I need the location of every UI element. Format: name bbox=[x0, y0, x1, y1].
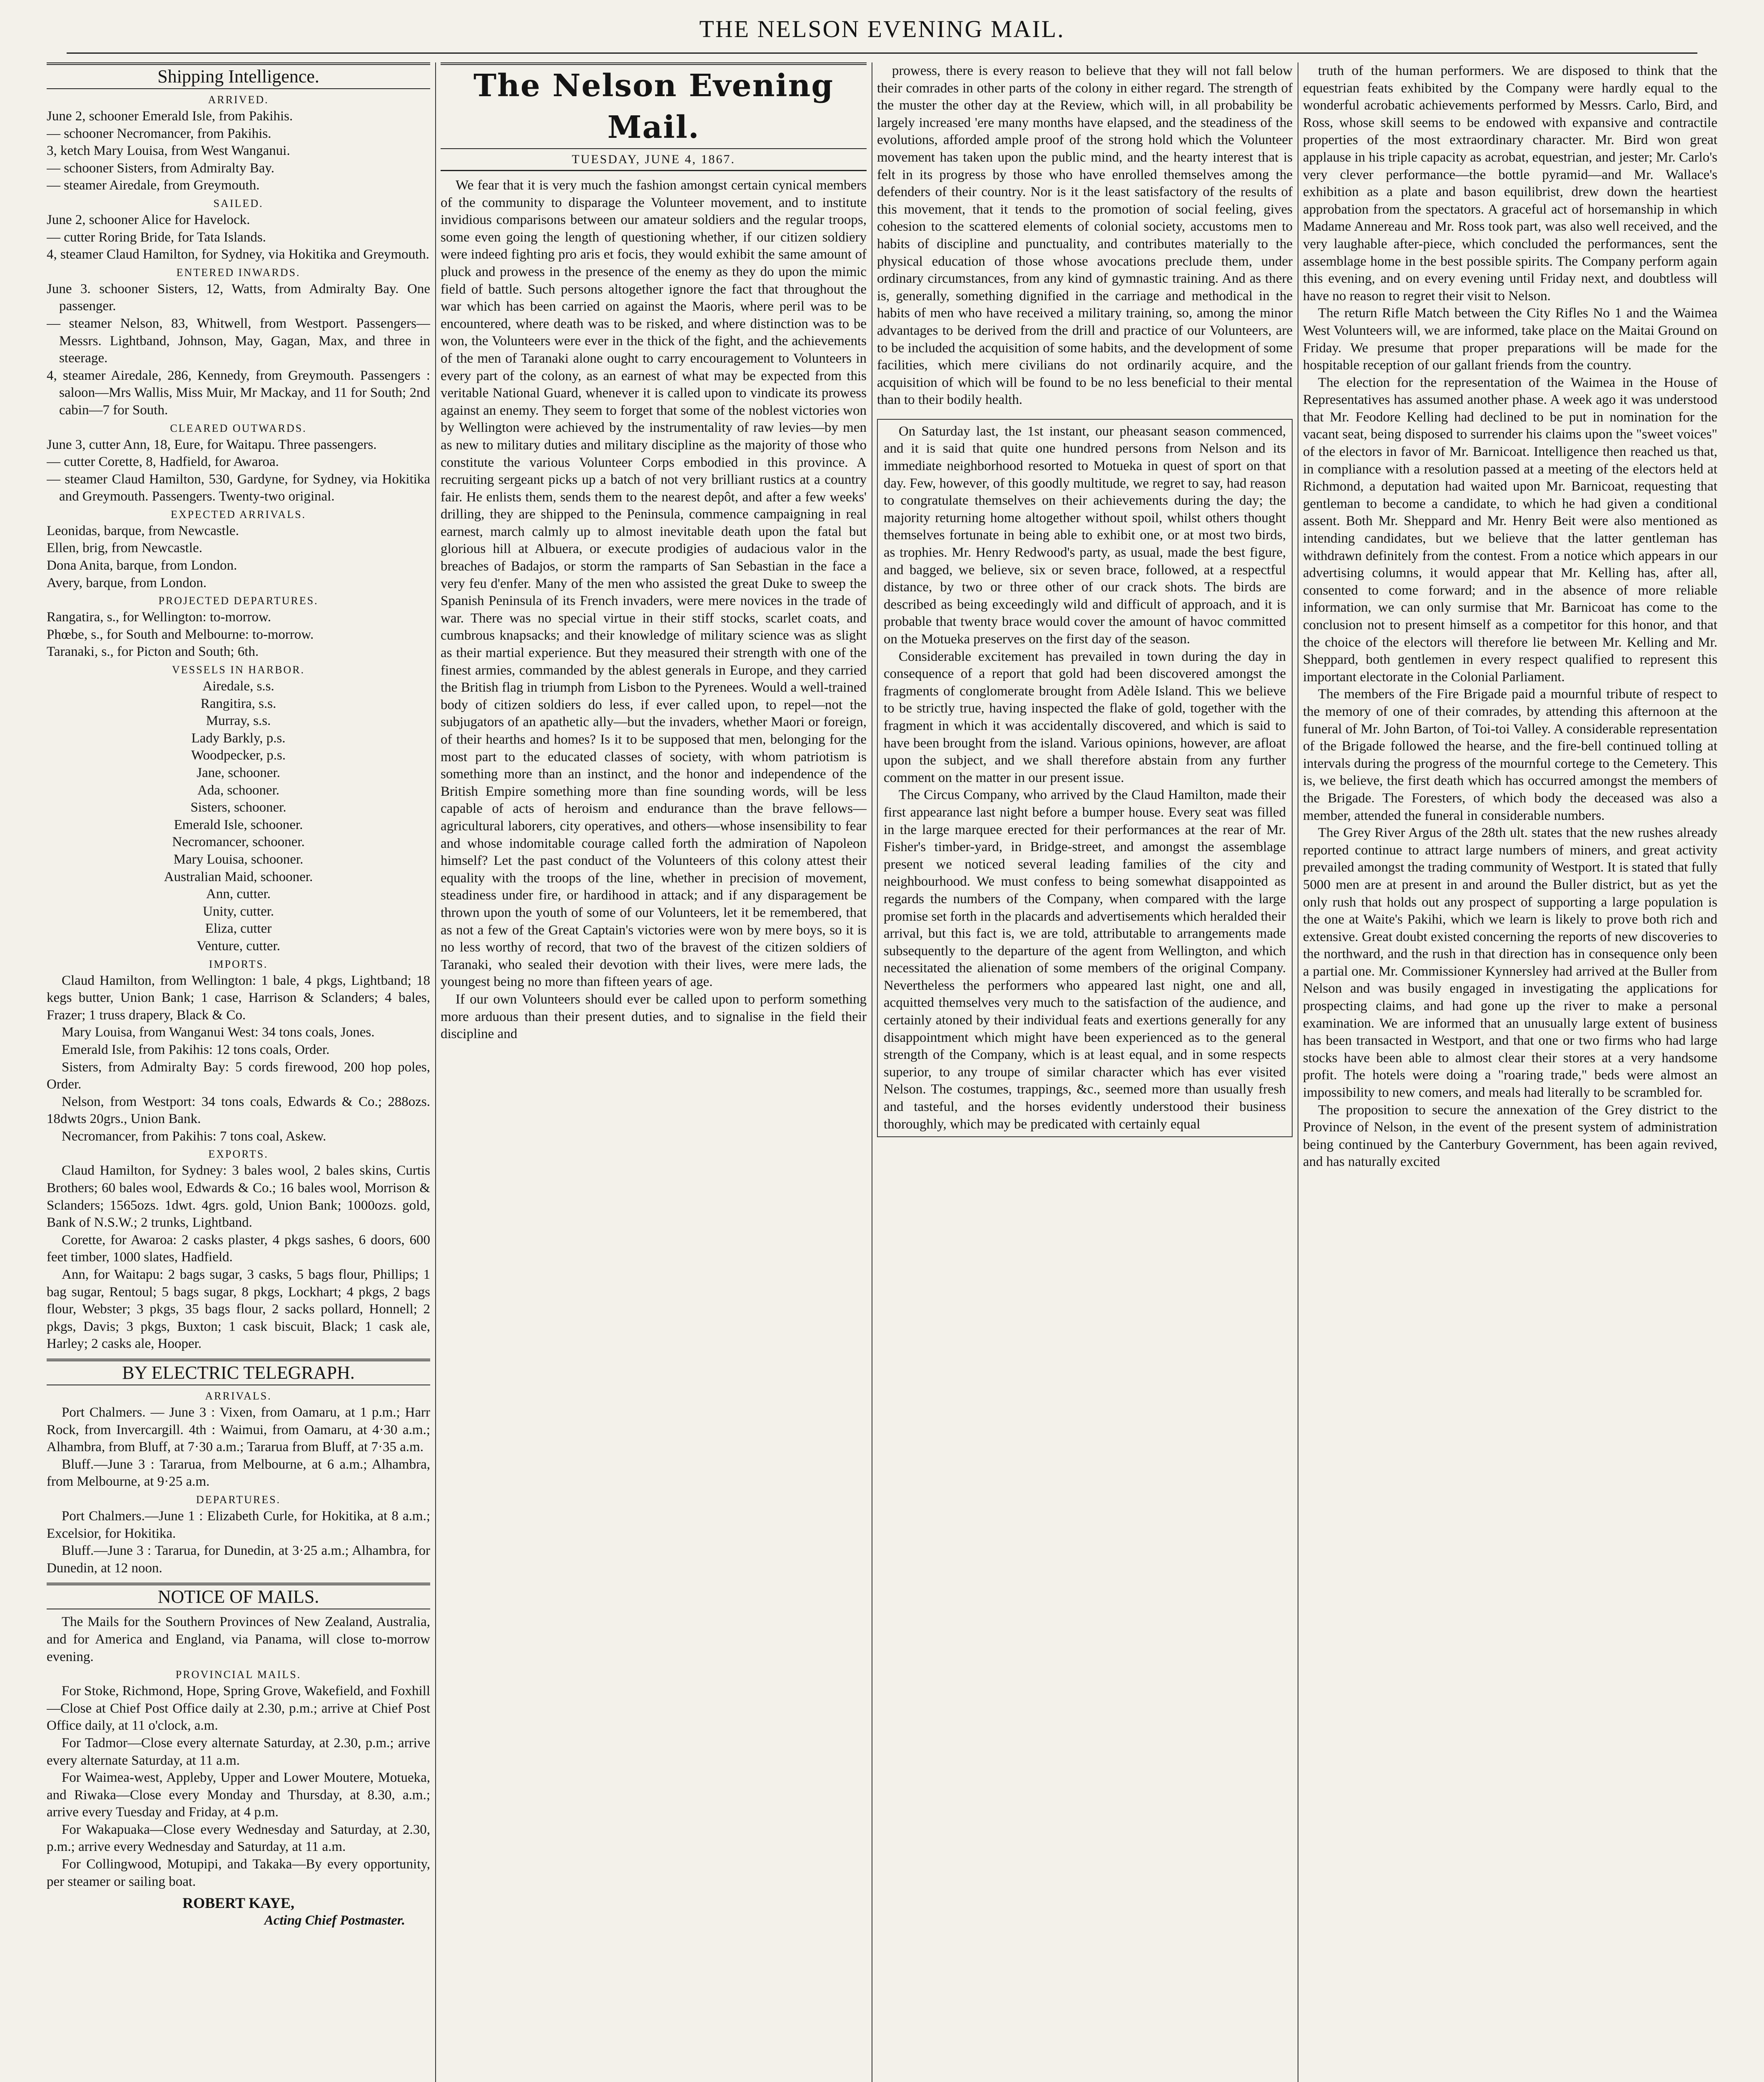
signature-title: Acting Chief Postmaster. bbox=[264, 1913, 405, 1928]
text-item: Emerald Isle, from Pakihis: 12 tons coals, Order. bbox=[62, 1042, 330, 1057]
text-item: For Collingwood, Motupipi, and Takaka—By every opportunity, per steamer or sailing boat. bbox=[47, 1857, 430, 1889]
text-item: Sisters, schooner. bbox=[190, 800, 287, 815]
text-item: The members of the Fire Brigade paid a mournful tribute of respect to the memory of one of their comrades, by attending this afternoon at the funeral of Mr. John Barton, of Toi-toi Valley. A considerable representation of the Brigade followed the hearse, and the fire-bell continued tolling at intervals during the progress of the mournful cortege to the Cemetery. This is, we believe, the first death which has occurred amongst the members of the Brigade. The Foresters, of which body the deceased was also a member, attended the funeral in considerable numbers. bbox=[1303, 687, 1717, 823]
text-item: For Waimea-west, Appleby, Upper and Lower Moutere, Motueka, and Riwaka—Close every Monday and Thursday, at 8.30, a.m.; arrive every Tuesday and Friday, at 4 p.m. bbox=[47, 1770, 430, 1820]
entered-heading: ENTERED INWARDS. bbox=[176, 266, 301, 279]
mails-heading: NOTICE OF MAILS. bbox=[47, 1583, 430, 1609]
text-item: Mary Louisa, schooner. bbox=[173, 852, 304, 867]
expected-heading: EXPECTED ARRIVALS. bbox=[170, 508, 306, 520]
cleared-list bbox=[47, 436, 430, 506]
text-item: Necromancer, schooner. bbox=[172, 834, 305, 850]
local-news-box bbox=[877, 419, 1293, 1137]
vessels-heading: VESSELS IN HARBOR. bbox=[172, 664, 305, 676]
text-item: Phœbe, s., for South and Melbourne: to-morrow. bbox=[47, 627, 314, 642]
dateline: TUESDAY, JUNE 4, 1867. bbox=[441, 149, 867, 171]
text-item: We fear that it is very much the fashion amongst certain cynical members of the community to disparage the Volunteer movement, and to institute invidious comparisons between our amateur soldiers and the regular troops, some even going the length of questioning whether, if our citizen soldiery were indeed fighting pro aris et focis, they would exhibit the same amount of pluck and prowess in the presence of the enemy as they do upon the mimic field of battle. Such persons altogether ignore the fact that throughout the war which has been carried on against the Maoris, where peril was to be encountered, where death was to be risked, and where distinction was to be won, the Volunteers were ever in the thick of the fight, and the achievements of the men of Taranaki alone ought to carry encouragement to Volunteers in every part of the colony, as an earnest of what may be expected from this veritable National Guard, whenever it is called upon to vindicate its prowess against an enemy. They seem to forget that some of the noblest victories won by Wellington were achieved by the instrumentality of raw levies—by men as new to military duties and military discipline as the majority of those who constitute the various Volunteer Corps embodied in this province. A recruiting sergeant picks up a batch of not very brilliant rustics at a country fair. He enlists them, sends them to the nearest depôt, and after a few weeks' drilling, they are shipped to the Peninsula, commence campaigning in real earnest, march calmly up to almost inevitable death upon the fatal but glorious hill at Albuera, or execute prodigies of audacious valor in the breaches of Badajos, or storm the ramparts of San Sebastian in the face a very feu d'enfer. Many of the men who assisted the great Duke to sweep the Spanish Peninsula of its French invaders, were mere novices in the trade of war. There was no special virtue in their stiff stocks, scarlet coats, and cumbrous knapsacks; and their knowledge of military science was as slight as their martial experience. But they measured their strength with one of the finest armies, commanded by the ablest generals in Europe, and they carried the British flag in triumph from Lisbon to the Pyrenees. Would a well-trained body of citizen soldiers do less, if ever called upon, to repel—not the subjugators of an apathetic ally—but the invaders, whether Maori or foreign, of their hearths and homes? Is it to be supposed that men, belonging for the most part to the educated classes of society, with whom patriotism is something more than an instinct, and the honor and independence of the British Empire something more than fine sounding words, will be less capable of acts of heroism and endurance than the brave fellows—agricultural laborers, city operatives, and others—whose insensibility to fear and whose indomitable courage called forth the admiration of Napoleon himself? Let the past conduct of the Volunteers of this colony attest their equality with the troops of the line, whether in precision of movement, steadiness under fire, or hardihood in attack; and if any disparagement be thrown upon the youth of some of our Volunteers, let it be remembered, that as not a few of the Great Captain's victories were won by mere boys, so it is no less worthy of record, that two of the bravest of the citizen soldiers of Taranaki, who sealed their devotion with their lives, were mere lads, the youngest being no more than fifteen years of age. bbox=[441, 178, 867, 990]
text-item: Considerable excitement has prevailed in town during the day in consequence of a report that gold had been discovered amongst the fragments of conglomerate brought from Adèle Island. This we believe to be strictly true, having inspected the flake of gold, together with the fragment in which it was accidentally discovered, and which is said to have been brought from the island. Various opinions, however, are afloat upon the subject, and we shall therefore abstain from any further comment on the matter in our present issue. bbox=[884, 649, 1286, 785]
shipping-heading: Shipping Intelligence. bbox=[47, 62, 430, 89]
exports-list bbox=[47, 1162, 430, 1353]
text-item: Bluff.—June 3 : Tararua, for Dunedin, at 3·25 a.m.; Alhambra, for Dunedin, at 12 noon. bbox=[47, 1543, 430, 1576]
text-item: Venture, cutter. bbox=[197, 938, 280, 954]
text-item: Eliza, cutter bbox=[205, 921, 272, 936]
text-item: — steamer Claud Hamilton, 530, Gardyne, for Sydney, via Hokitika and Greymouth. Passengers. Twenty-two original. bbox=[47, 471, 430, 504]
text-item: Leonidas, barque, from Newcastle. bbox=[47, 523, 239, 538]
text-item: If our own Volunteers should ever be called upon to perform something more arduous than their present duties, and to signalise in the field their discipline and bbox=[441, 991, 867, 1042]
cleared-heading: CLEARED OUTWARDS. bbox=[170, 422, 307, 434]
text-item: Dona Anita, barque, from London. bbox=[47, 558, 237, 573]
text-item: Unity, cutter. bbox=[202, 904, 274, 919]
editorial-continued bbox=[877, 62, 1293, 409]
text-item: Port Chalmers. — June 3 : Vixen, from Oamaru, at 1 p.m.; Harr Rock, from Invercargill. 4th : Waimui, from Oamaru, at 4·30 a.m.; Alhambra, from Bluff, at 7·30 a.m.; Tararua from Bluff, at 7·35 a.m. bbox=[47, 1405, 430, 1455]
editorial-paragraphs bbox=[441, 177, 867, 1043]
text-item: June 2, schooner Emerald Isle, from Pakihis. bbox=[47, 109, 293, 124]
text-item: June 2, schooner Alice for Havelock. bbox=[47, 212, 250, 227]
text-item: Ellen, brig, from Newcastle. bbox=[47, 540, 202, 556]
text-item: Lady Barkly, p.s. bbox=[191, 730, 286, 746]
news-paragraphs bbox=[1303, 62, 1717, 1171]
entered-list bbox=[47, 281, 430, 419]
text-item: Claud Hamilton, for Sydney: 3 bales wool, 2 bales skins, Curtis Brothers; 60 bales wool, Edwards & Co.; 16 bales wool, Morrison & Sclanders; 1565ozs. 1dwt. 4grs. gold, Union Bank; 1000ozs. gold, Bank of N.S.W.; 2 trunks, Lightband. bbox=[47, 1163, 430, 1230]
telegraph-heading: BY ELECTRIC TELEGRAPH. bbox=[47, 1359, 430, 1385]
imports-list bbox=[47, 972, 430, 1146]
text-item: Corette, for Awaroa: 2 casks plaster, 4 pkgs sashes, 6 doors, 600 feet timber, 1000 slates, Hadfield. bbox=[47, 1232, 430, 1265]
text-item: — schooner Sisters, from Admiralty Bay. bbox=[47, 160, 274, 176]
signature-name: ROBERT KAYE, bbox=[182, 1895, 294, 1912]
vessels-list bbox=[47, 678, 430, 955]
text-item: — cutter Corette, 8, Hadfield, for Awaroa. bbox=[47, 454, 279, 470]
text-item: — steamer Airedale, from Greymouth. bbox=[47, 178, 260, 193]
text-item: Avery, barque, from London. bbox=[47, 575, 207, 590]
text-item: Woodpecker, p.s. bbox=[191, 748, 286, 763]
column-news-2 bbox=[1303, 62, 1717, 2082]
sailed-heading: SAILED. bbox=[213, 197, 264, 209]
text-item: Claud Hamilton, from Wellington: 1 bale, 4 pkgs, Lightband; 18 kegs butter, Union Bank; 1 case, Harrison & Sclanders; 4 bales, Frazer; 1 truss drapery, Black & Co. bbox=[47, 973, 430, 1023]
text-item: 3, ketch Mary Louisa, from West Wanganui. bbox=[47, 143, 290, 159]
text-item: June 3, cutter Ann, 18, Eure, for Waitapu. Three passengers. bbox=[47, 437, 377, 452]
local-news-paragraphs bbox=[884, 423, 1286, 1133]
projected-list bbox=[47, 609, 430, 661]
column-news-1 bbox=[877, 62, 1293, 2082]
tel-arrivals-heading: ARRIVALS. bbox=[205, 1390, 272, 1402]
text-item: Port Chalmers.—June 1 : Elizabeth Curle, for Hokitika, at 8 a.m.; Excelsior, for Hokitika. bbox=[47, 1508, 430, 1541]
provincial-heading: PROVINCIAL MAILS. bbox=[175, 1669, 301, 1681]
text-item: Sisters, from Admiralty Bay: 5 cords firewood, 200 hop poles, Order. bbox=[47, 1059, 430, 1092]
editorial-masthead: The Nelson Evening Mail. bbox=[441, 62, 867, 149]
text-item: 4, steamer Airedale, 286, Kennedy, from Greymouth. Passengers : saloon—Mrs Wallis, Miss Muir, Mr Mackay, and 11 for South; 2nd cabin—7 for South. bbox=[47, 368, 430, 418]
page-header bbox=[67, 6, 1697, 54]
text-item: Ann, cutter. bbox=[206, 887, 271, 902]
text-item: For Tadmor—Close every alternate Saturday, at 2.30, p.m.; arrive every alternate Saturday, at 11 a.m. bbox=[47, 1735, 430, 1768]
arrived-list bbox=[47, 108, 430, 194]
text-item: Necromancer, from Pakihis: 7 tons coal, Askew. bbox=[62, 1128, 326, 1144]
text-item: The Circus Company, who arrived by the Claud Hamilton, made their first appearance last night before a bumper house. Every seat was filled in the large marquee erected for their performances at the rear of Mr. Fisher's timber-yard, in Bridge-street, and amongst the assemblage present we noticed several leading families of the city and neighbourhood. We must confess to being somewhat disappointed as regards the numbers of the Company, when compared with the large promise set forth in the placards and advertisements which heralded their arrival, but this fact is, we are told, attributable to arrangements made subsequently to the departure of the agent from Wellington, and which necessitated the alienation of some members of the original Company. Nevertheless the performers who appeared last night, one and all, acquitted themselves very much to the satisfaction of the audience, and certainly atoned by their individual feats and exertions generally for any disappointment which might have been experienced as to the general strength of the Company, which is at least equal, and in some respects superior, to any troupe of similar character which has ever visited Nelson. The costumes, trappings, &c., seemed more than usually fresh and tasteful, and the horses evidently understood their business thoroughly, which may be predicated with certainly equal bbox=[884, 787, 1286, 1132]
mails-intro: The Mails for the Southern Provinces of New Zealand, Australia, and for America and England, via Panama, will close to-morrow evening. bbox=[47, 1614, 430, 1664]
exports-heading: EXPORTS. bbox=[208, 1148, 269, 1161]
projected-heading: PROJECTED DEPARTURES. bbox=[158, 595, 319, 607]
text-item: On Saturday last, the 1st instant, our pheasant season commenced, and it is said that quite one hundred persons from Nelson and its immediate neighborhood resorted to Motueka in quest of sport on that day. Few, however, of this goodly multitude, we regret to say, had reason to congratulate themselves on their achievements during the day; the majority returning home altogether without spoil, whilst others thought themselves fortunate in being able to exhibit one, or at most two birds, as trophies. Mr. Henry Redwood's party, as usual, made the best figure, and bagged, we believe, six or seven brace, followed, at a respectful distance, by two or three other of our crack shots. The birds are described as being exceedingly wild and difficult of approach, and it is probable that twenty brace would cover the amount of havoc committed on the Motueka preserves on the first day of the season. bbox=[884, 423, 1286, 647]
text-item: The proposition to secure the annexation of the Grey district to the Province of Nelson, in the event of the present system of administration being continued by the Canterbury Government, has been again revived, and has naturally excited bbox=[1303, 1102, 1717, 1170]
column-shipping bbox=[47, 62, 430, 2082]
expected-list bbox=[47, 523, 430, 592]
arrived-heading: ARRIVED. bbox=[208, 94, 269, 106]
text-item: — steamer Nelson, 83, Whitwell, from Westport. Passengers—Messrs. Lightband, Johnson, May, Gagan, Max, and three in steerage. bbox=[47, 316, 430, 366]
text-item: Ada, schooner. bbox=[197, 782, 280, 798]
text-item: For Wakapuaka—Close every Wednesday and Saturday, at 2.30, p.m.; arrive every Wednesday and Saturday, at 11 a.m. bbox=[47, 1822, 430, 1855]
text-item: Bluff.—June 3 : Tararua, from Melbourne, at 6 a.m.; Alhambra, from Melbourne, at 9·25 a.m. bbox=[47, 1457, 430, 1489]
text-item: Nelson, from Westport: 34 tons coals, Edwards & Co.; 288ozs. 18dwts 20grs., Union Bank. bbox=[47, 1094, 430, 1127]
text-item: Australian Maid, schooner. bbox=[164, 869, 313, 884]
text-item: Jane, schooner. bbox=[197, 765, 280, 780]
column-divider bbox=[435, 62, 436, 2082]
text-item: The return Rifle Match between the City Rifles No 1 and the Waimea West Volunteers will, we are informed, take place on the Maitai Ground on Friday. We presume that proper preparations will be made for the hospitable reception of our gallant friends from the country. bbox=[1303, 306, 1717, 373]
sailed-list bbox=[47, 212, 430, 264]
imports-heading: IMPORTS. bbox=[209, 958, 268, 970]
text-item: 4, steamer Claud Hamilton, for Sydney, via Hokitika and Greymouth. bbox=[47, 247, 429, 262]
tel-departures-heading: DEPARTURES. bbox=[196, 1493, 281, 1506]
text-item: June 3. schooner Sisters, 12, Watts, from Admiralty Bay. One passenger. bbox=[47, 281, 430, 314]
text-item: Ann, for Waitapu: 2 bags sugar, 3 casks, 5 bags flour, Phillips; 1 bag sugar, Rentoul; 5 bags sugar, 8 pkgs, Lockhart; 4 pkgs, 2 bags flour, Webster; 3 pkgs, 35 bags flour, 2 sacks pollard, Honnell; 2 pkgs, Davis; 3 pkgs, Buxton; 1 cask biscuit, Black; 1 cask ale, Harley; 2 casks ale, Hooper. bbox=[47, 1267, 430, 1352]
text-item: Emerald Isle, schooner. bbox=[174, 817, 303, 832]
provincial-list bbox=[47, 1683, 430, 1890]
text-item: Rangitira, s.s. bbox=[200, 696, 277, 711]
text-item: The Grey River Argus of the 28th ult. states that the new rushes already reported continue to attract large numbers of miners, and great activity prevailed amongst the trading community of Westport. It is stated that fully 5000 men are at present in and around the Buller district, but as yet the only rush that holds out any prospect of supporting a large population is the one at Waite's Pakihi, which we learn is likely to prove both rich and extensive. Great doubt existed concerning the reports of new discoveries to the northward, and the rush in that direction has in consequence only been a partial one. Mr. Commissioner Kynnersley had arrived at the Buller from Nelson and was busily engaged in investigating the applications for prospecting claims, and had gone up the river to make a personal examination. We are informed that an unusually large extent of business has been transacted in Westport, and that one or two firms who had large stocks have been able to almost clear their stores at a very handsome profit. The hotels were doing a "roaring trade," beds were almost an impossibility to new comers, and meals had literally to be scrambled for. bbox=[1303, 825, 1717, 1101]
text-item: truth of the human performers. We are disposed to think that the equestrian feats exhibited by the Company were hardly equal to the wonderful acrobatic achievements performed by Messrs. Carlo, Bird, and Ross, whose skill seems to be endowed with expansive and contractile properties of the most extraordinary character. Mr. Bird won great applause in his triple capacity as acrobat, equestrian, and jester; Mr. Carlo's very clever performance—the bottle pyramid—and Mr. Wallace's exhibition as a plate and bason equilibrist, drew down the heartiest approbation from the spectators. A graceful act of horsemanship in which Madame Annereau and Mr. Ross took part, was also well received, and the very laughable after-piece, which concluded the performances, sent the assemblage home in the best possible spirits. The Company perform again this evening, and on every evening until Friday next, and doubtless will have no reason to regret their visit to Nelson. bbox=[1303, 63, 1717, 304]
text-item: Murray, s.s. bbox=[206, 713, 271, 729]
text-item: Mary Louisa, from Wanganui West: 34 tons coals, Jones. bbox=[62, 1025, 375, 1040]
tel-departures-list bbox=[47, 1508, 430, 1577]
column-editorial bbox=[441, 62, 867, 2082]
text-item: Rangatira, s., for Wellington: to-morrow. bbox=[47, 610, 271, 625]
text-item: For Stoke, Richmond, Hope, Spring Grove, Wakefield, and Foxhill—Close at Chief Post Office daily at 2.30, p.m.; arrive at Chief Post Office daily, at 11 o'clock, a.m. bbox=[47, 1684, 430, 1733]
text-item: Airedale, s.s. bbox=[202, 679, 274, 694]
text-item: — cutter Roring Bride, for Tata Islands. bbox=[47, 229, 266, 245]
text-item: — schooner Necromancer, from Pakihis. bbox=[47, 126, 272, 141]
newspaper-title: THE NELSON EVENING MAIL. bbox=[699, 15, 1065, 42]
text-item: Taranaki, s., for Picton and South; 6th. bbox=[47, 644, 259, 660]
text-item: The election for the representation of the Waimea in the House of Representatives has assumed another phase. A week ago it was understood that Mr. Feodore Kelling had declined to be put in nomination for the vacant seat, being disposed to surrender his claims upon the "sweet voices" of the electors in favor of Mr. Barnicoat. Intelligence then reached us that, in compliance with a resolution passed at a meeting of the electors held at Richmond, a deputation had waited upon Mr. Barnicoat, requesting that gentleman to become a candidate, to which he had given a conditional assent. Both Mr. Sheppard and Mr. Henry Beit were also mentioned as intending candidates, but we believe that the latter gentleman has withdrawn definitely from the contest. From a notice which appears in our advertising columns, it would appear that Mr. Kelling has, after all, consented to come forward; and in the absence of more reliable information, we can only surmise that Mr. Barnicoat has come to the conclusion not to present himself as a competitor for this honor, and that the choice of the electors will therefore lie between Mr. Kelling and Mr. Sheppard, both gentlemen in every respect qualified to represent this important electorate in the Colonial Parliament. bbox=[1303, 375, 1717, 685]
text-item: prowess, there is every reason to believe that they will not fall below their comrades in other parts of the colony in either regard. The strength of the muster the other day at the Review, which will, in all probability be largely increased 'ere many months have elapsed, and the steadiness of the evolutions, afforded ample proof of the strong hold which the Volunteer movement has taken upon the public mind, and the hearty interest that is felt in its progress by those who have enrolled themselves among the defenders of their country. Nor is it the least satisfactory of the results of this movement, that it tends to the promotion of social feeling, gives cohesion to the scattered elements of colonial society, accustoms men to habits of discipline and punctuality, and contributes materially to the physical education of those whose avocations preclude them, under ordinary circumstances, from any kind of gymnastic training. And as there is, generally, something dignified in the carriage and methodical in the habits of men who have received a military training, so, among the minor advantages to be derived from the drill and practice of our Volunteers, are to be included the acquisition of some habits, and the development of some facilities, which mere civilians do not ordinarily acquire, and the acquisition of which will be found to be no less beneficial to their mental than to their bodily health. bbox=[877, 63, 1293, 408]
tel-arrivals-list bbox=[47, 1404, 430, 1491]
